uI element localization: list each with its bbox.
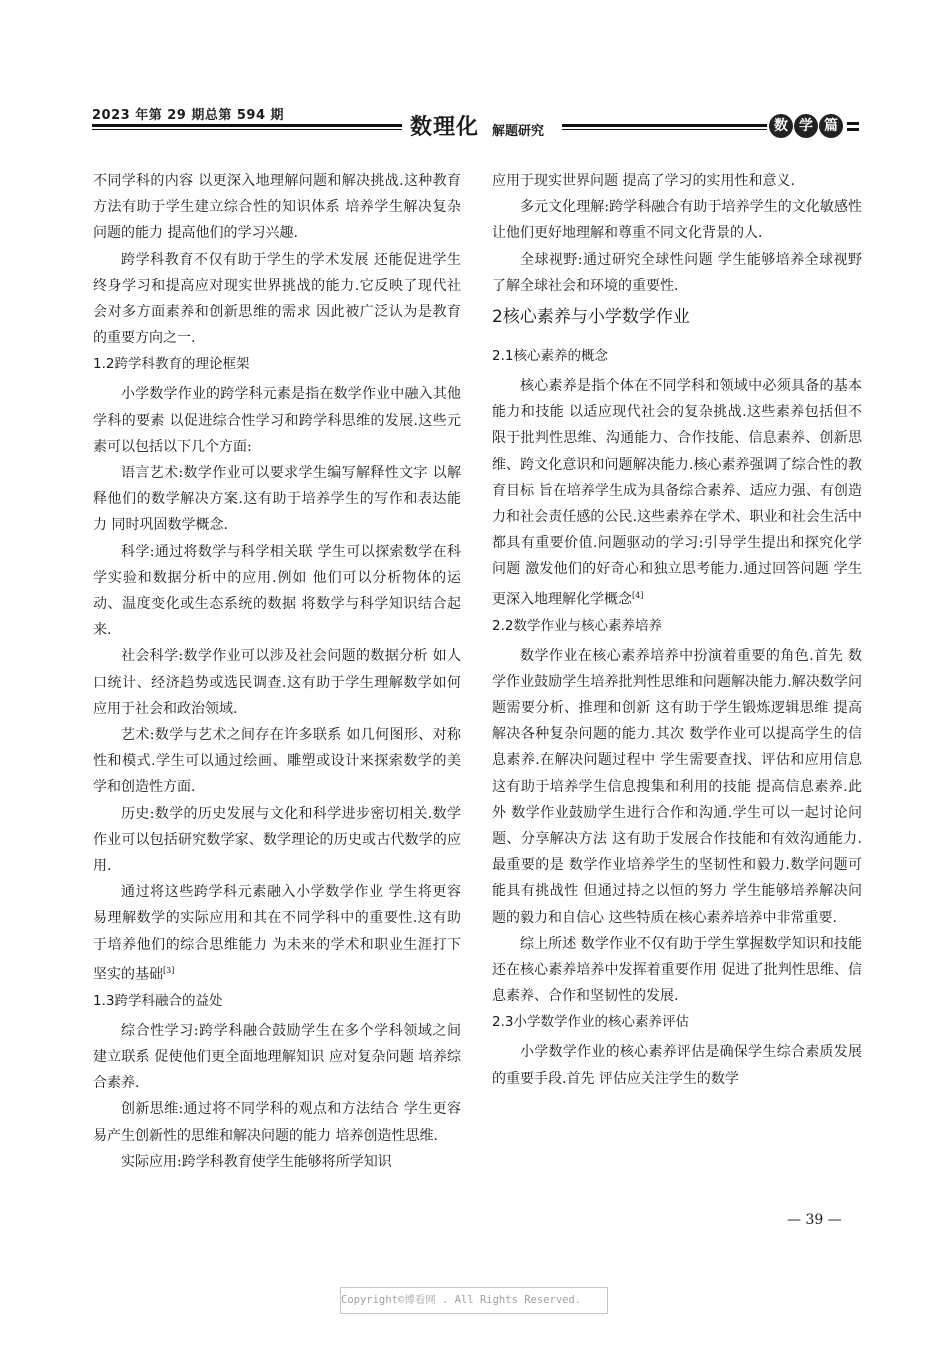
body-paragraph [93,879,461,987]
paragraph-text: 小学数学作业的核心素养评估是确保学生综合素质发展的重要手段.首先 评估应关注学生的数学 [492,1044,862,1087]
paragraph-text: 小学数学作业的跨学科元素是指在数学作业中融入其他学科的要素 以促进综合性学习和跨学科思维的发展.这些元素可以包括以下几个方面: [93,386,461,455]
body-paragraph [93,801,461,880]
header-rule-left-thin [92,129,402,130]
paragraph-text: 科学:通过将数学与科学相关联 学生可以探索数学在科学实验和数据分析中的应用.例如 他们可以分析物体的运动、温度变化或生态系统的数据 将数学与科学知识结合起来. [93,543,461,639]
body-paragraph [93,1018,461,1097]
paragraph-text: 跨学科教育不仅有助于学生的学术发展 还能促进学生终身学习和提高应对现实世界挑战的能力.它反映了现代社会对多方面素养和创新思维的需求 因此被广泛认为是教育的重要方向之一. [93,251,461,347]
section-heading [93,990,461,1012]
section-badge [769,114,843,138]
badge-char: 数 [769,114,793,138]
paragraph-text: 综上所述 数学作业不仅有助于学生掌握数学知识和技能 还在核心素养培养中发挥着重要作用 促进了批判性思维、信息素养、合作和坚韧性的发展. [492,935,862,1005]
badge-char: 学 [794,114,818,138]
body-paragraph [93,460,461,539]
body-paragraph [93,643,461,722]
paragraph-text: 实际应用:跨学科教育使学生能够将所学知识 [121,1153,392,1170]
body-paragraph [93,722,461,801]
paragraph-text: 全球视野:通过研究全球性问题 学生能够培养全球视野 了解全球社会和环境的重要性. [492,251,862,294]
badge-char: 篇 [819,114,843,138]
paragraph-text: 不同学科的内容 以更深入地理解问题和解决挑战.这种教育方法有助于学生建立综合性的知识体系 培养学生解决复杂问题的能力 提高他们的学习兴趣. [93,173,461,242]
issue-info: 2023 年第 29 期总第 594 期 [92,108,285,123]
badge-tail-rule [847,128,859,131]
paragraph-text: 历史:数学的历史发展与文化和科学进步密切相关.数学作业可以包括研究数学家、数学理论的历史或古代数学的应用. [93,805,461,875]
paragraph-text: 1.3跨学科融合的益处 [93,992,223,1009]
page-number: — 39 — [787,1212,842,1228]
header-rule-left [92,124,402,127]
page-header [92,100,862,140]
paragraph-text: 应用于现实世界问题 提高了学习的实用性和意义. [492,173,795,189]
paragraph-text: 社会科学:数学作业可以涉及社会问题的数据分析 如人口统计、经济趋势或选民调查.这有助于学生理解数学如何应用于社会和政治领域. [93,648,461,717]
journal-masthead: 数理化 [410,115,480,140]
body-paragraph [492,373,862,612]
section-heading [492,1011,862,1033]
citation-mark: [3] [163,965,175,975]
paragraph-text: 2.3小学数学作业的核心素养评估 [492,1014,689,1031]
body-paragraph [93,539,461,644]
body-paragraph [492,931,862,1010]
badge-tail-rule [847,122,859,125]
paragraph-text: 综合性学习:跨学科融合鼓励学生在多个学科领域之间建立联系 促使他们更全面地理解知识 应对复杂问题 培养综合素养. [93,1022,461,1092]
paragraph-text: 2.2数学作业与核心素养培养 [492,617,662,634]
body-paragraph [492,247,862,299]
section-heading [93,353,461,375]
paragraph-text: 1.2跨学科教育的理论框架 [93,356,250,373]
paragraph-text: 2核心素养与小学数学作业 [492,307,690,328]
paragraph-text: 2.1核心素养的概念 [492,348,608,365]
paragraph-text: 语言艺术:数学作业可以要求学生编写解释性文字 以解释他们的数学解决方案.这有助于培养学生的写作和表达能力 同时巩固数学概念. [93,465,461,534]
body-paragraph [492,194,862,246]
body-paragraph [492,1039,862,1091]
section-heading [492,303,862,331]
body-paragraph [93,1096,461,1148]
paragraph-text: 通过将这些跨学科元素融入小学数学作业 学生将更容易理解数学的实际应用和其在不同学科中的重要性.这有助于培养他们的综合思维能力 为未来的学术和职业生涯打下坚实的基础 [93,884,461,983]
journal-section: 解题研究 [492,124,545,139]
paragraph-text: 数学作业在核心素养培养中扮演着重要的角色.首先 数学作业鼓励学生培养批判性思维和问题解决能力.解决数学问题需要分析、推理和创新 这有助于学生锻炼逻辑思维 提高解决各种复杂问题的能力.其次 数学作业可以提高学生的信息素养.在解决问题过程中 学生需要查找、评估和应用信息 这有助于培养学生信息搜集和利用的技能 提高信息素养.此外 数学作业鼓励学生进行合作和沟通.学生可以一起讨论问题、分享解决方法 这有助于发展合作技能和有效沟通能力.最重要的是 数学作业培养学生的坚韧性和毅力.数学问题可能具有挑战性 但通过持之以恒的努力 学生能够培养解决问题的毅力和自信心 这些特质在核心素养培养中非常重要. [492,647,862,926]
body-paragraph [93,247,461,352]
section-heading [492,345,862,367]
citation-mark: [4] [632,590,644,600]
body-paragraph [492,168,862,194]
body-paragraph [492,643,862,931]
body-paragraph [93,168,461,247]
header-rule-right [562,124,767,127]
paragraph-text: 创新思维:通过将不同学科的观点和方法结合 学生更容易产生创新性的思维和解决问题的能力 培养创造性思维. [93,1101,461,1144]
body-paragraph [93,381,461,460]
paragraph-text: 多元文化理解:跨学科融合有助于培养学生的文化敏感性 让他们更好地理解和尊重不同文化背景的人. [492,199,862,242]
paragraph-text: 核心素养是指个体在不同学科和领域中必须具备的基本能力和技能 以适应现代社会的复杂挑战.这些素养包括但不限于批判性思维、沟通能力、合作技能、信息素养、创新思维、跨文化意识和问题解决能力.核心素养强调了综合性的教育目标 旨在培养学生成为具备综合素养、适应力强、有创造力和社会责任感的公民.这些素养在学术、职业和社会生活中都具有重要价值.问题驱动的学习:引导学生提出和探究化学问题 激发他们的好奇心和独立思考能力.通过回答问题 学生更深入地理解化学概念 [492,378,862,608]
copyright-notice: Copyright©博看网 . All Rights Reserved. [340,1287,608,1314]
section-heading [492,615,862,637]
right-column [492,168,862,1092]
left-column [93,168,461,1175]
body-paragraph [93,1149,461,1175]
header-rule-right-thin [562,129,767,130]
paragraph-text: 艺术:数学与艺术之间存在许多联系 如几何图形、对称性和模式.学生可以通过绘画、雕塑或设计来探索数学的美学和创造性方面. [93,727,461,796]
